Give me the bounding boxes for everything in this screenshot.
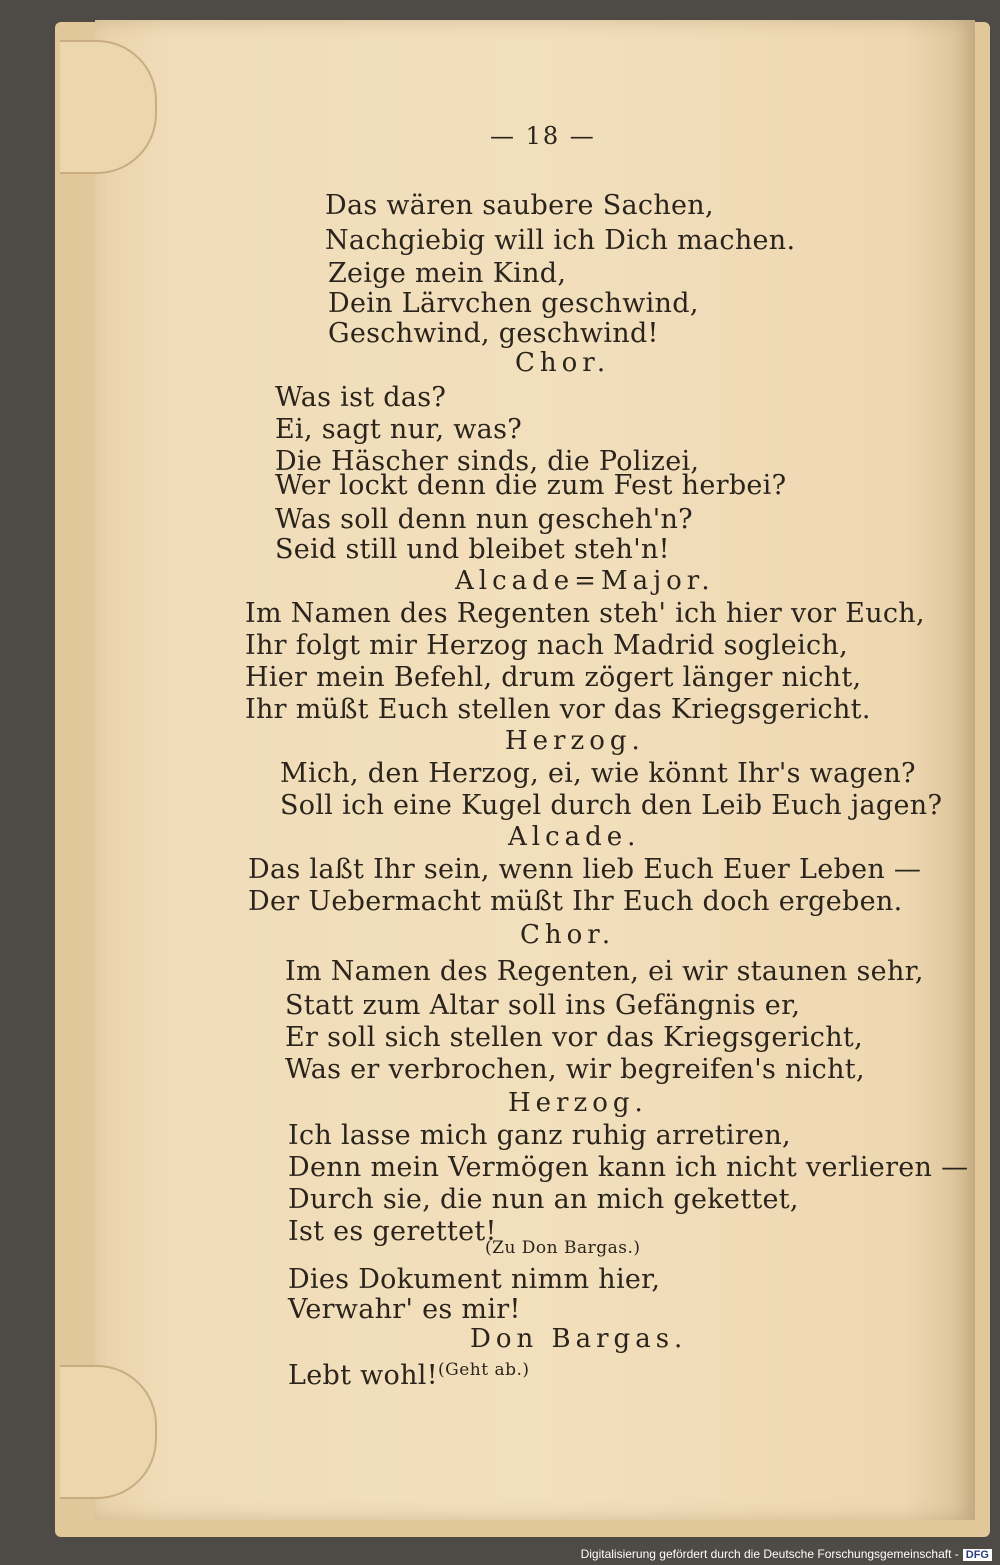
verse-line: Seid still und bleibet steh'n! [275,534,670,565]
speaker-label: Alcade=Major. [455,566,715,596]
verse-line: Zeige mein Kind, [328,258,567,289]
verse-line: Wer lockt denn die zum Fest herbei? [275,470,787,501]
verse-line: Dein Lärvchen geschwind, [328,288,699,319]
speaker-label: Chor. [515,348,611,378]
verse-line: Ihr folgt mir Herzog nach Madrid sogleich, [245,630,849,661]
verse-line: Im Namen des Regenten steh' ich hier vor Euch, [245,598,925,629]
verse-line: Nachgiebig will ich Dich machen. [325,225,796,256]
verse-line: Das laßt Ihr sein, wenn lieb Euch Euer Leben — [248,854,922,885]
stage-direction: (Geht ab.) [438,1360,530,1380]
speaker-label: Herzog. [505,726,645,756]
speaker-label: Herzog. [508,1088,648,1118]
verse-line: Geschwind, geschwind! [328,318,659,349]
verse-line: Soll ich eine Kugel durch den Leib Euch jagen? [280,790,943,821]
verse-line: Lebt wohl! [288,1360,438,1391]
speaker-label: Alcade. [508,822,641,852]
speaker-label: Chor. [520,920,616,950]
digitization-credit [581,1547,992,1561]
verse-line: Verwahr' es mir! [288,1294,521,1325]
verse-line: Was er verbrochen, wir begreifen's nicht, [285,1054,865,1085]
verse-line: Ich lasse mich ganz ruhig arretiren, [288,1120,791,1151]
stage-direction: (Zu Don Bargas.) [485,1238,641,1258]
verse-line: Ist es gerettet! [288,1216,497,1247]
verse-line: Das wären saubere Sachen, [325,190,714,221]
speaker-label: Don Bargas. [470,1324,688,1354]
credit-text: Digitalisierung gefördert durch die Deutsche Forschungsgemeinschaft - [580,1547,959,1561]
verse-line: Statt zum Altar soll ins Gefängnis er, [285,990,801,1021]
verse-line: Was soll denn nun gescheh'n? [275,504,693,535]
page-number: — 18 — [490,122,596,150]
verse-line: Ei, sagt nur, was? [275,414,523,445]
verse-line: Mich, den Herzog, ei, wie könnt Ihr's wagen? [280,758,916,789]
verse-line: Im Namen des Regenten, ei wir staunen sehr, [285,956,924,987]
verse-line: Durch sie, die nun an mich gekettet, [288,1184,799,1215]
verse-line: Der Uebermacht müßt Ihr Euch doch ergeben. [248,886,903,917]
verse-line: Was ist das? [275,382,447,413]
verse-line: Ihr müßt Euch stellen vor das Kriegsgericht. [245,694,871,725]
dfg-logo: DFG [963,1549,992,1561]
verse-line: Er soll sich stellen vor das Kriegsgericht, [285,1022,863,1053]
verse-line: Denn mein Vermögen kann ich nicht verlieren — [288,1152,969,1183]
verse-line: Hier mein Befehl, drum zögert länger nicht, [245,662,862,693]
verse-line: Die Häscher sinds, die Polizei, [275,446,700,477]
verse-line: Dies Dokument nimm hier, [288,1264,661,1295]
